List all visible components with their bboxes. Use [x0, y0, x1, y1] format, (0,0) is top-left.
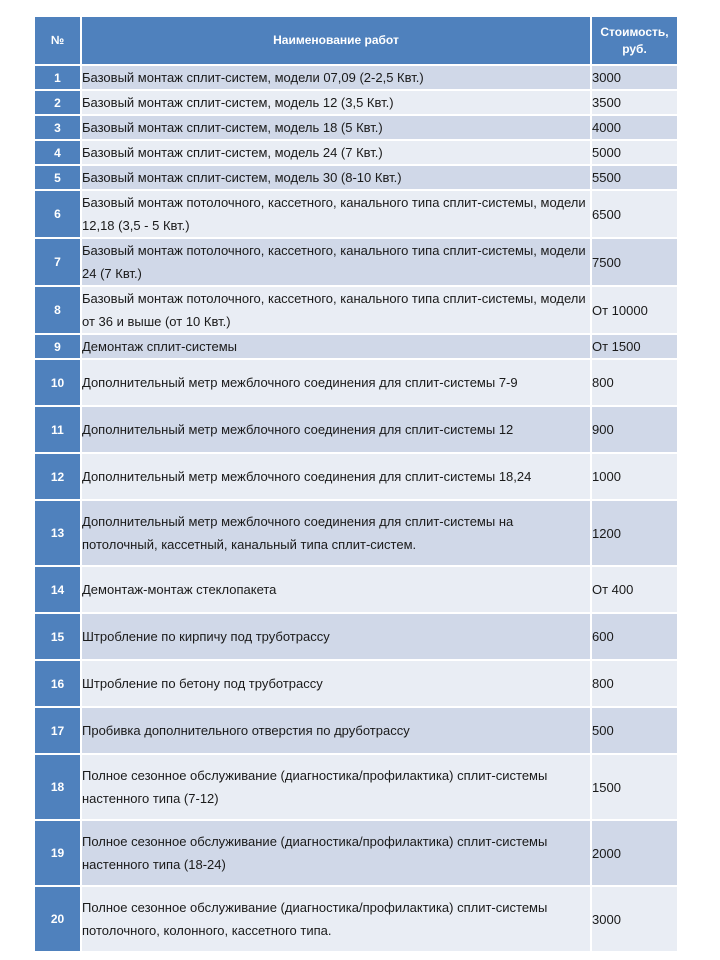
table-row	[35, 141, 677, 164]
table-row	[35, 661, 677, 706]
row-number: 11	[35, 407, 82, 452]
work-name: Базовый монтаж сплит-систем, модель 12 (3,5 Квт.)	[82, 91, 592, 114]
header-work-name: Наименование работ	[82, 17, 592, 64]
header-price-line2: руб.	[622, 41, 647, 56]
table-row	[35, 755, 677, 819]
row-number: 5	[35, 166, 82, 189]
work-name: Базовый монтаж сплит-систем, модель 18 (5 Квт.)	[82, 116, 592, 139]
work-price: 6500	[592, 191, 677, 237]
work-name: Штробление по бетону под труботрассу	[82, 661, 592, 706]
work-price: 3000	[592, 887, 677, 951]
work-price: От 1500	[592, 335, 677, 358]
table-row	[35, 91, 677, 114]
work-price: 1200	[592, 501, 677, 565]
table-row	[35, 454, 677, 499]
work-name: Дополнительный метр межблочного соединения для сплит-системы на потолочный, кассетный, канальный типа сплит-систем.	[82, 501, 592, 565]
work-price: 1500	[592, 755, 677, 819]
row-number: 8	[35, 287, 82, 333]
table-row	[35, 116, 677, 139]
row-number: 14	[35, 567, 82, 612]
work-name: Штробление по кирпичу под труботрассу	[82, 614, 592, 659]
table-row	[35, 407, 677, 452]
work-price: 7500	[592, 239, 677, 285]
work-name: Полное сезонное обслуживание (диагностика/профилактика) сплит-системы настенного типа (18-24)	[82, 821, 592, 885]
header-price-line1: Стоимость,	[600, 24, 669, 39]
row-number: 7	[35, 239, 82, 285]
table-row	[35, 614, 677, 659]
work-price: От 10000	[592, 287, 677, 333]
work-price: 800	[592, 661, 677, 706]
work-price: 5500	[592, 166, 677, 189]
work-price: 800	[592, 360, 677, 405]
work-price: 3000	[592, 66, 677, 89]
work-name: Демонтаж сплит-системы	[82, 335, 592, 358]
row-number: 2	[35, 91, 82, 114]
row-number: 17	[35, 708, 82, 753]
work-name: Базовый монтаж потолочного, кассетного, канального типа сплит-системы, модели 24 (7 Квт.)	[82, 239, 592, 285]
table-row	[35, 166, 677, 189]
row-number: 19	[35, 821, 82, 885]
row-number: 20	[35, 887, 82, 951]
work-name: Пробивка дополнительного отверстия по друботрассу	[82, 708, 592, 753]
work-price: 900	[592, 407, 677, 452]
row-number: 12	[35, 454, 82, 499]
table-row	[35, 887, 677, 951]
work-name: Демонтаж-монтаж стеклопакета	[82, 567, 592, 612]
header-price	[592, 17, 677, 64]
row-number: 15	[35, 614, 82, 659]
work-price: 1000	[592, 454, 677, 499]
row-number: 13	[35, 501, 82, 565]
row-number: 16	[35, 661, 82, 706]
work-name: Дополнительный метр межблочного соединения для сплит-системы 7-9	[82, 360, 592, 405]
table-row	[35, 821, 677, 885]
work-price: 500	[592, 708, 677, 753]
row-number: 18	[35, 755, 82, 819]
table-header-row	[35, 17, 677, 64]
table-row	[35, 66, 677, 89]
table-row	[35, 239, 677, 285]
row-number: 3	[35, 116, 82, 139]
work-name: Базовый монтаж потолочного, кассетного, канального типа сплит-системы, модели от 36 и выше (от 10 Квт.)	[82, 287, 592, 333]
header-number: №	[35, 17, 82, 64]
work-name: Дополнительный метр межблочного соединения для сплит-системы 18,24	[82, 454, 592, 499]
work-name: Базовый монтаж сплит-систем, модель 30 (8-10 Квт.)	[82, 166, 592, 189]
row-number: 10	[35, 360, 82, 405]
row-number: 9	[35, 335, 82, 358]
work-price: 2000	[592, 821, 677, 885]
row-number: 1	[35, 66, 82, 89]
work-name: Дополнительный метр межблочного соединения для сплит-системы 12	[82, 407, 592, 452]
work-price: От 400	[592, 567, 677, 612]
work-price: 3500	[592, 91, 677, 114]
work-price: 5000	[592, 141, 677, 164]
row-number: 6	[35, 191, 82, 237]
work-name: Базовый монтаж потолочного, кассетного, канального типа сплит-системы, модели 12,18 (3,5 - 5 Квт.)	[82, 191, 592, 237]
row-number: 4	[35, 141, 82, 164]
work-name: Базовый монтаж сплит-систем, модели 07,09 (2-2,5 Квт.)	[82, 66, 592, 89]
work-name: Базовый монтаж сплит-систем, модель 24 (7 Квт.)	[82, 141, 592, 164]
table-row	[35, 567, 677, 612]
table-row	[35, 287, 677, 333]
work-price: 600	[592, 614, 677, 659]
work-name: Полное сезонное обслуживание (диагностика/профилактика) сплит-системы потолочного, колонного, кассетного типа.	[82, 887, 592, 951]
price-table	[35, 15, 677, 953]
table-row	[35, 501, 677, 565]
table-row	[35, 335, 677, 358]
table-row	[35, 708, 677, 753]
table-row	[35, 191, 677, 237]
work-name: Полное сезонное обслуживание (диагностика/профилактика) сплит-системы настенного типа (7-12)	[82, 755, 592, 819]
work-price: 4000	[592, 116, 677, 139]
table-row	[35, 360, 677, 405]
